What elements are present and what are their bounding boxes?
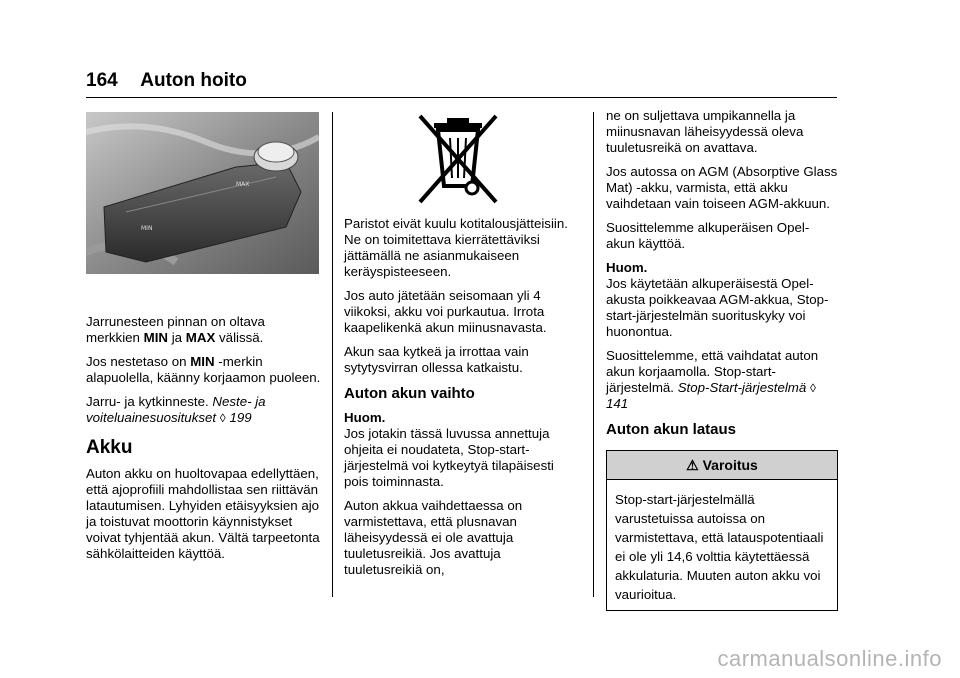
paragraph: ne on suljettava umpikannella ja miinusnavan läheisyydessä oleva tuuletusreikä on avattava. xyxy=(606,108,804,155)
paragraph: Suosittelemme alkuperäisen Opel-akun käyttöä. xyxy=(606,220,810,251)
paragraph: Jos autossa on AGM (Absorptive Glass Mat) -akku, varmista, että akku vaihdetaan vain toiseen AGM-akkuun. xyxy=(606,164,838,211)
warning-icon: ⚠ xyxy=(686,457,699,473)
column-divider-2 xyxy=(593,112,594,597)
note-label: Huom. xyxy=(344,410,386,425)
warning-box xyxy=(606,450,838,611)
cross-reference-link[interactable]: Stop-Start-järjestelmä xyxy=(677,380,807,395)
page-header xyxy=(86,70,247,92)
warning-header xyxy=(607,451,837,480)
page-ref-icon: ◊ xyxy=(809,381,816,395)
paragraph-with-reference: Jarru- ja kytkinneste. Neste- ja voiteluainesuositukset ◊ 199 xyxy=(86,394,266,425)
paragraph-with-reference: Suosittelemme, että vaihdatat auton akun korjaamolla. Stop-start-järjestelmä. Stop-Start-järjestelmä ◊ 141 xyxy=(606,348,819,411)
header-divider xyxy=(86,97,837,98)
paragraph: Auton akku on huoltovapaa edellyttäen, että ajoprofiili mahdollistaa sen riittävän latautumisen. Lyhyiden etäisyyksien ajo ja toistuvat moottorin käynnistykset voivat tyhjentää akun. Vältä tarpeetonta sähkölaitteiden käyttöä. xyxy=(86,466,320,561)
cross-reference-link[interactable]: Neste- ja voiteluainesuositukset xyxy=(86,394,266,425)
section-heading: Akku xyxy=(86,437,133,458)
section-heading: Auton akun vaihto xyxy=(344,385,475,402)
column-divider-1 xyxy=(332,112,333,597)
crossed-bin-icon xyxy=(416,114,500,204)
column-2 xyxy=(344,108,580,586)
chapter-title: Auton hoito xyxy=(140,70,247,91)
paragraph: Jos auto jätetään seisomaan yli 4 viikoksi, akku voi purkautua. Irrota kaapelikenkä akun miinusnavasta. xyxy=(344,288,547,335)
page-ref-icon: ◊ xyxy=(219,411,226,425)
warning-title: Varoitus xyxy=(702,457,758,473)
paragraph: Jos jotakin tässä luvussa annettuja ohjeita ei noudateta, Stop-start-järjestelmä voi kytkeytyä tilapäisesti pois toiminnasta. xyxy=(344,426,554,489)
paragraph: Jarrunesteen pinnan on oltava merkkien MIN ja MAX välissä. xyxy=(86,314,265,345)
section-heading: Auton akun lataus xyxy=(606,421,737,438)
paragraph: Auton akkua vaihdettaessa on varmistettava, että plusnavan läheisyydessä ei ole avattuja tuuletusreikiä. Jos avattuja tuuletusreikiä on, xyxy=(344,498,523,577)
column-1 xyxy=(86,108,322,570)
paragraph: Jos käytetään alkuperäisestä Opel-akusta poikkeavaa AGM-akkua, Stop-start-järjestelmän suorituskyky voi huonontua. xyxy=(606,276,829,339)
brake-fluid-reservoir-photo xyxy=(86,112,319,274)
page-number: 164 xyxy=(86,70,118,91)
paragraph: Jos nestetaso on MIN -merkin alapuolella, käänny korjaamon puoleen. xyxy=(86,354,321,385)
min-mark-label: MIN xyxy=(141,225,153,232)
max-mark-label: MAX xyxy=(236,181,250,188)
footer-watermark: carmanualsonline.info xyxy=(717,646,942,671)
column-3 xyxy=(606,108,838,611)
warning-text: Stop-start-järjestelmällä varustetuissa autoissa on varmistettava, että latauspotentiaali ei ole yli 14,6 volttia käytettäessä akkulaturia. Muuten auton akku voi vaurioitua. xyxy=(615,492,824,602)
paragraph: Paristot eivät kuulu kotitalousjätteisiin. Ne on toimitettava kierrätettäviksi jättämällä ne asianmukaiseen keräyspisteeseen. xyxy=(344,216,568,279)
paragraph: Akun saa kytkeä ja irrottaa vain sytytysvirran ollessa katkaistu. xyxy=(344,344,529,375)
note-label: Huom. xyxy=(606,260,648,275)
